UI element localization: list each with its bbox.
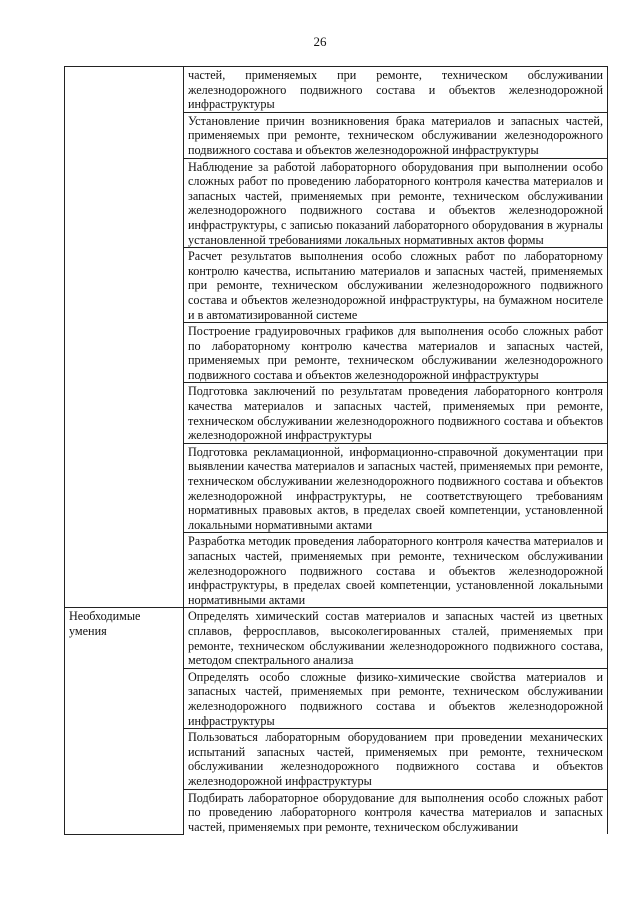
table-cell-text: Наблюдение за работой лабораторного оборудования при выполнении особо сложных работ по проведению лабораторного контроля качества материалов и запасных частей, применяемых при ремонте, техническом обслуживании железнодорожного подвижного состава и объектов железнодорожной инфраструктуры, с записью показаний лабораторного оборудования в журналы установленной требованиями локальных нормативных актов формы	[184, 158, 608, 248]
table-row	[65, 608, 608, 668]
table-cell-text: Расчет результатов выполнения особо сложных работ по лабораторному контролю качества, испытанию материалов и запасных частей, применяемых при ремонте, техническом обслуживании железнодорожного подвижного состава и объектов железнодорожной инфраструктуры, на бумажном носителе и в автоматизированной системе	[184, 248, 608, 323]
table-row	[65, 67, 608, 113]
table-cell-text: Разработка методик проведения лабораторного контроля качества материалов и запасных частей, применяемых при ремонте, техническом обслуживании железнодорожного подвижного состава и объектов железнодорожной инфраструктуры, в пределах своей компетенции, установленной локальными нормативными актами	[184, 533, 608, 608]
table-cell-text: Подбирать лабораторное оборудование для выполнения особо сложных работ по проведению лабораторного контроля качества материалов и запасных частей, применяемых при ремонте, техническом обслуживании	[184, 789, 608, 834]
table-cell-text: Определять химический состав материалов и запасных частей из цветных сплавов, ферросплавов, высоколегированных сталей, применяемых при ремонте, техническом обслуживании железнодорожного подвижного состава, методом спектрального анализа	[184, 608, 608, 668]
table-cell-text: Определять особо сложные физико-химические свойства материалов и запасных частей, применяемых при ремонте, техническом обслуживании железнодорожного подвижного состава и объектов железнодорожной инфраструктуры	[184, 668, 608, 728]
table-cell-text: Подготовка рекламационной, информационно-справочной документации при выявлении качества материалов и запасных частей, применяемых при ремонте, техническом обслуживании железнодорожного подвижного состава и объектов железнодорожной инфраструктуры, не соответствующего требованиям нормативных правовых актов, в пределах своей компетенции, установленной локальными нормативными актами	[184, 443, 608, 533]
table-cell-text: Подготовка заключений по результатам проведения лабораторного контроля качества материалов и запасных частей, применяемых при ремонте, техническом обслуживании железнодорожного подвижного состава и объектов железнодорожной инфраструктуры	[184, 383, 608, 443]
requirements-table	[64, 66, 608, 835]
page-number: 26	[313, 34, 327, 49]
table-cell-text: Пользоваться лабораторным оборудованием при проведении механических испытаний запасных частей, применяемых при ремонте, техническом обслуживании железнодорожного подвижного состава и объектов железнодорожной инфраструктуры	[184, 729, 608, 789]
section-label-skills: Необходимые умения	[65, 608, 184, 834]
section-label-cell	[65, 67, 184, 608]
table-cell-text: Построение градуировочных графиков для выполнения особо сложных работ по лабораторному контролю качества материалов и запасных частей, применяемых при ремонте, техническом обслуживании железнодорожного подвижного состава и объектов железнодорожной инфраструктуры	[184, 323, 608, 383]
table-cell-text: частей, применяемых при ремонте, техническом обслуживании железнодорожного подвижного состава и объектов железнодорожной инфраструктуры	[184, 67, 608, 113]
table-cell-text: Установление причин возникновения брака материалов и запасных частей, применяемых при ремонте, техническом обслуживании железнодорожного подвижного состава и объектов железнодорожной инфраструктуры	[184, 112, 608, 158]
